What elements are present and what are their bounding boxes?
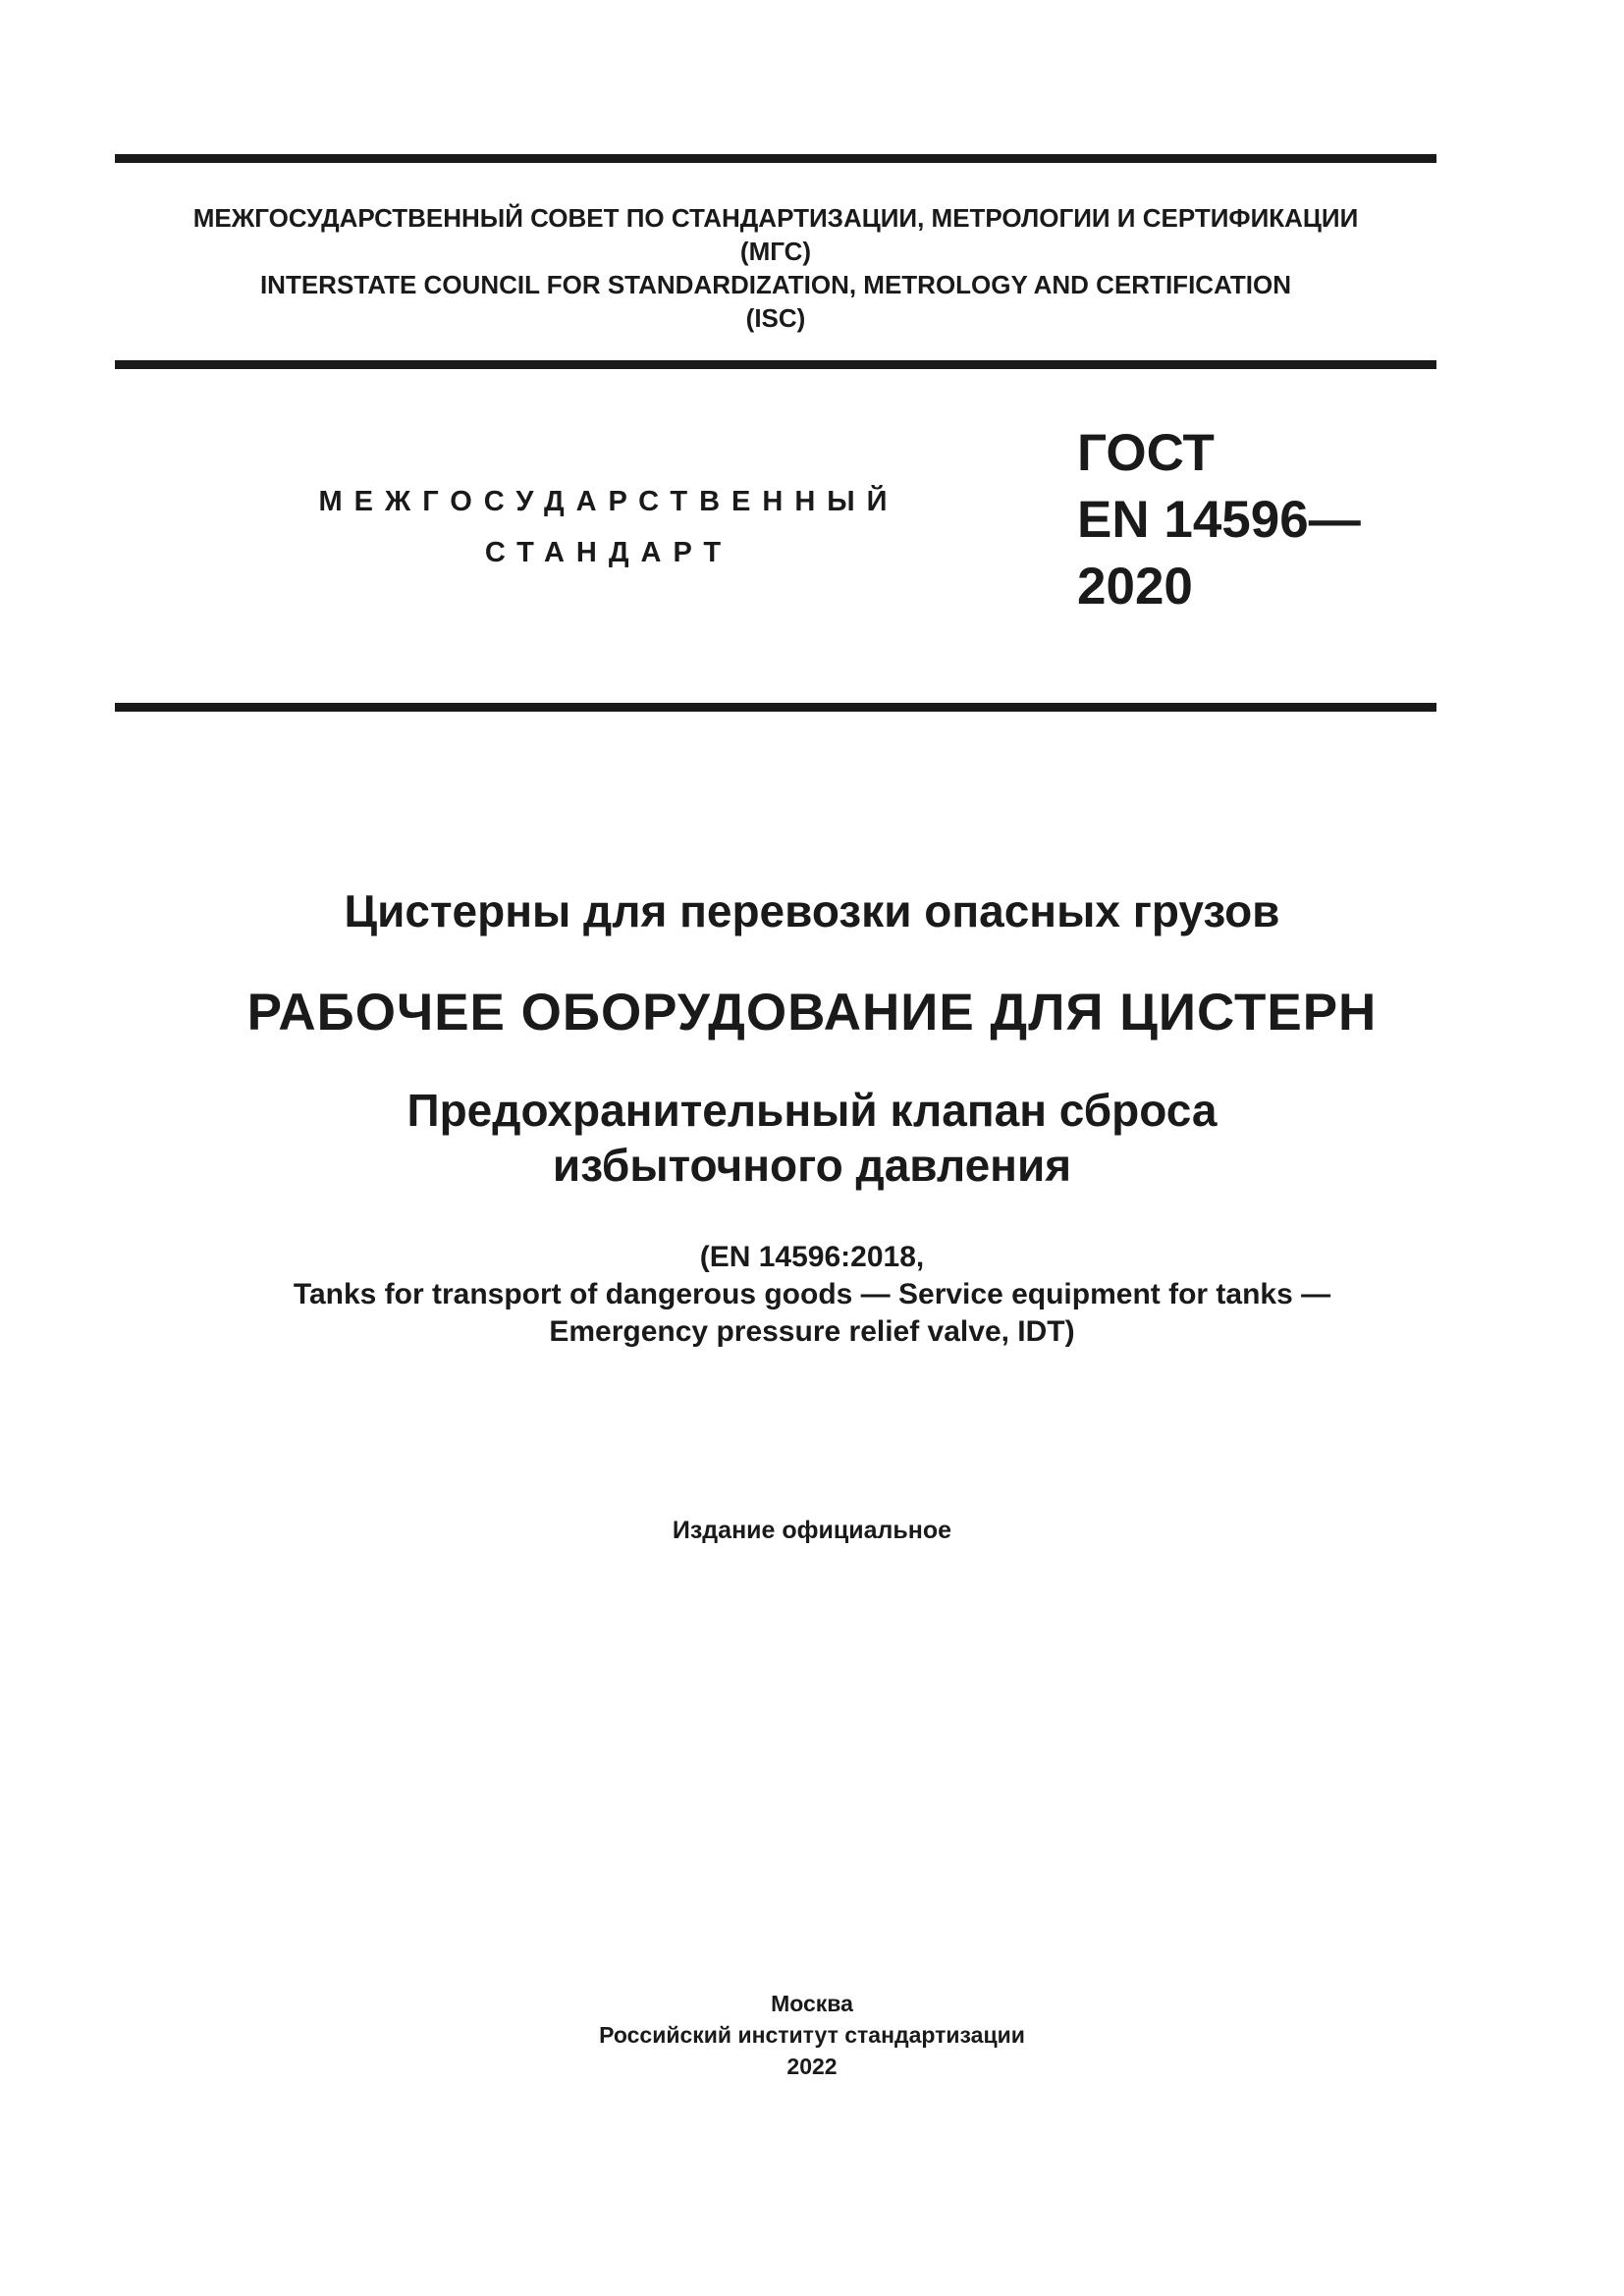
- designation-line2: EN 14596—: [1077, 491, 1361, 549]
- edition-note: [115, 1515, 1509, 1546]
- title-sub-line2: избыточного давления: [552, 1140, 1072, 1191]
- middle-rule: [115, 360, 1436, 369]
- imprint-publisher: Российский институт стандартизации: [599, 2022, 1025, 2048]
- title-sub: [115, 1083, 1509, 1193]
- council-name-ru: МЕЖГОСУДАРСТВЕННЫЙ СОВЕТ ПО СТАНДАРТИЗАЦИИ, МЕТРОЛОГИИ И СЕРТИФИКАЦИИ: [192, 203, 1359, 233]
- imprint-city: Москва: [771, 1991, 853, 2016]
- reference-line2: Tanks for transport of dangerous goods — Service equipment for tanks —: [293, 1278, 1331, 1310]
- reference-line3: Emergency pressure relief valve, IDT): [549, 1315, 1075, 1348]
- reference-line1: (EN 14596:2018,: [699, 1241, 925, 1273]
- standard-type-line1: МЕЖГОСУДАРСТВЕННЫЙ: [318, 486, 899, 517]
- council-name-en: INTERSTATE COUNCIL FOR STANDARDIZATION, METROLOGY AND CERTIFICATION: [259, 270, 1292, 299]
- title-group: [115, 883, 1509, 938]
- council-header: [115, 201, 1436, 335]
- standard-type: [285, 476, 933, 578]
- bottom-rule: [115, 703, 1436, 712]
- standard-type-line2: СТАНДАРТ: [484, 537, 733, 568]
- title-sub-line1: Предохранительный клапан сброса: [406, 1085, 1218, 1136]
- council-abbr-en: (ISC): [745, 303, 806, 333]
- top-rule: [115, 154, 1436, 163]
- imprint: [115, 1988, 1509, 2082]
- standard-designation: [1077, 420, 1361, 620]
- designation-line3: 2020: [1077, 558, 1193, 615]
- designation-line1: ГОСТ: [1077, 424, 1215, 482]
- edition-text: Издание официальное: [672, 1517, 952, 1544]
- title-main-text: РАБОЧЕЕ ОБОРУДОВАНИЕ ДЛЯ ЦИСТЕРН: [246, 984, 1378, 1041]
- title-main: [115, 982, 1509, 1044]
- title-group-text: Цистерны для перевозки опасных грузов: [344, 885, 1280, 936]
- council-abbr-ru: (МГС): [739, 237, 812, 266]
- reference-block: [115, 1239, 1509, 1351]
- imprint-year: 2022: [786, 2054, 838, 2079]
